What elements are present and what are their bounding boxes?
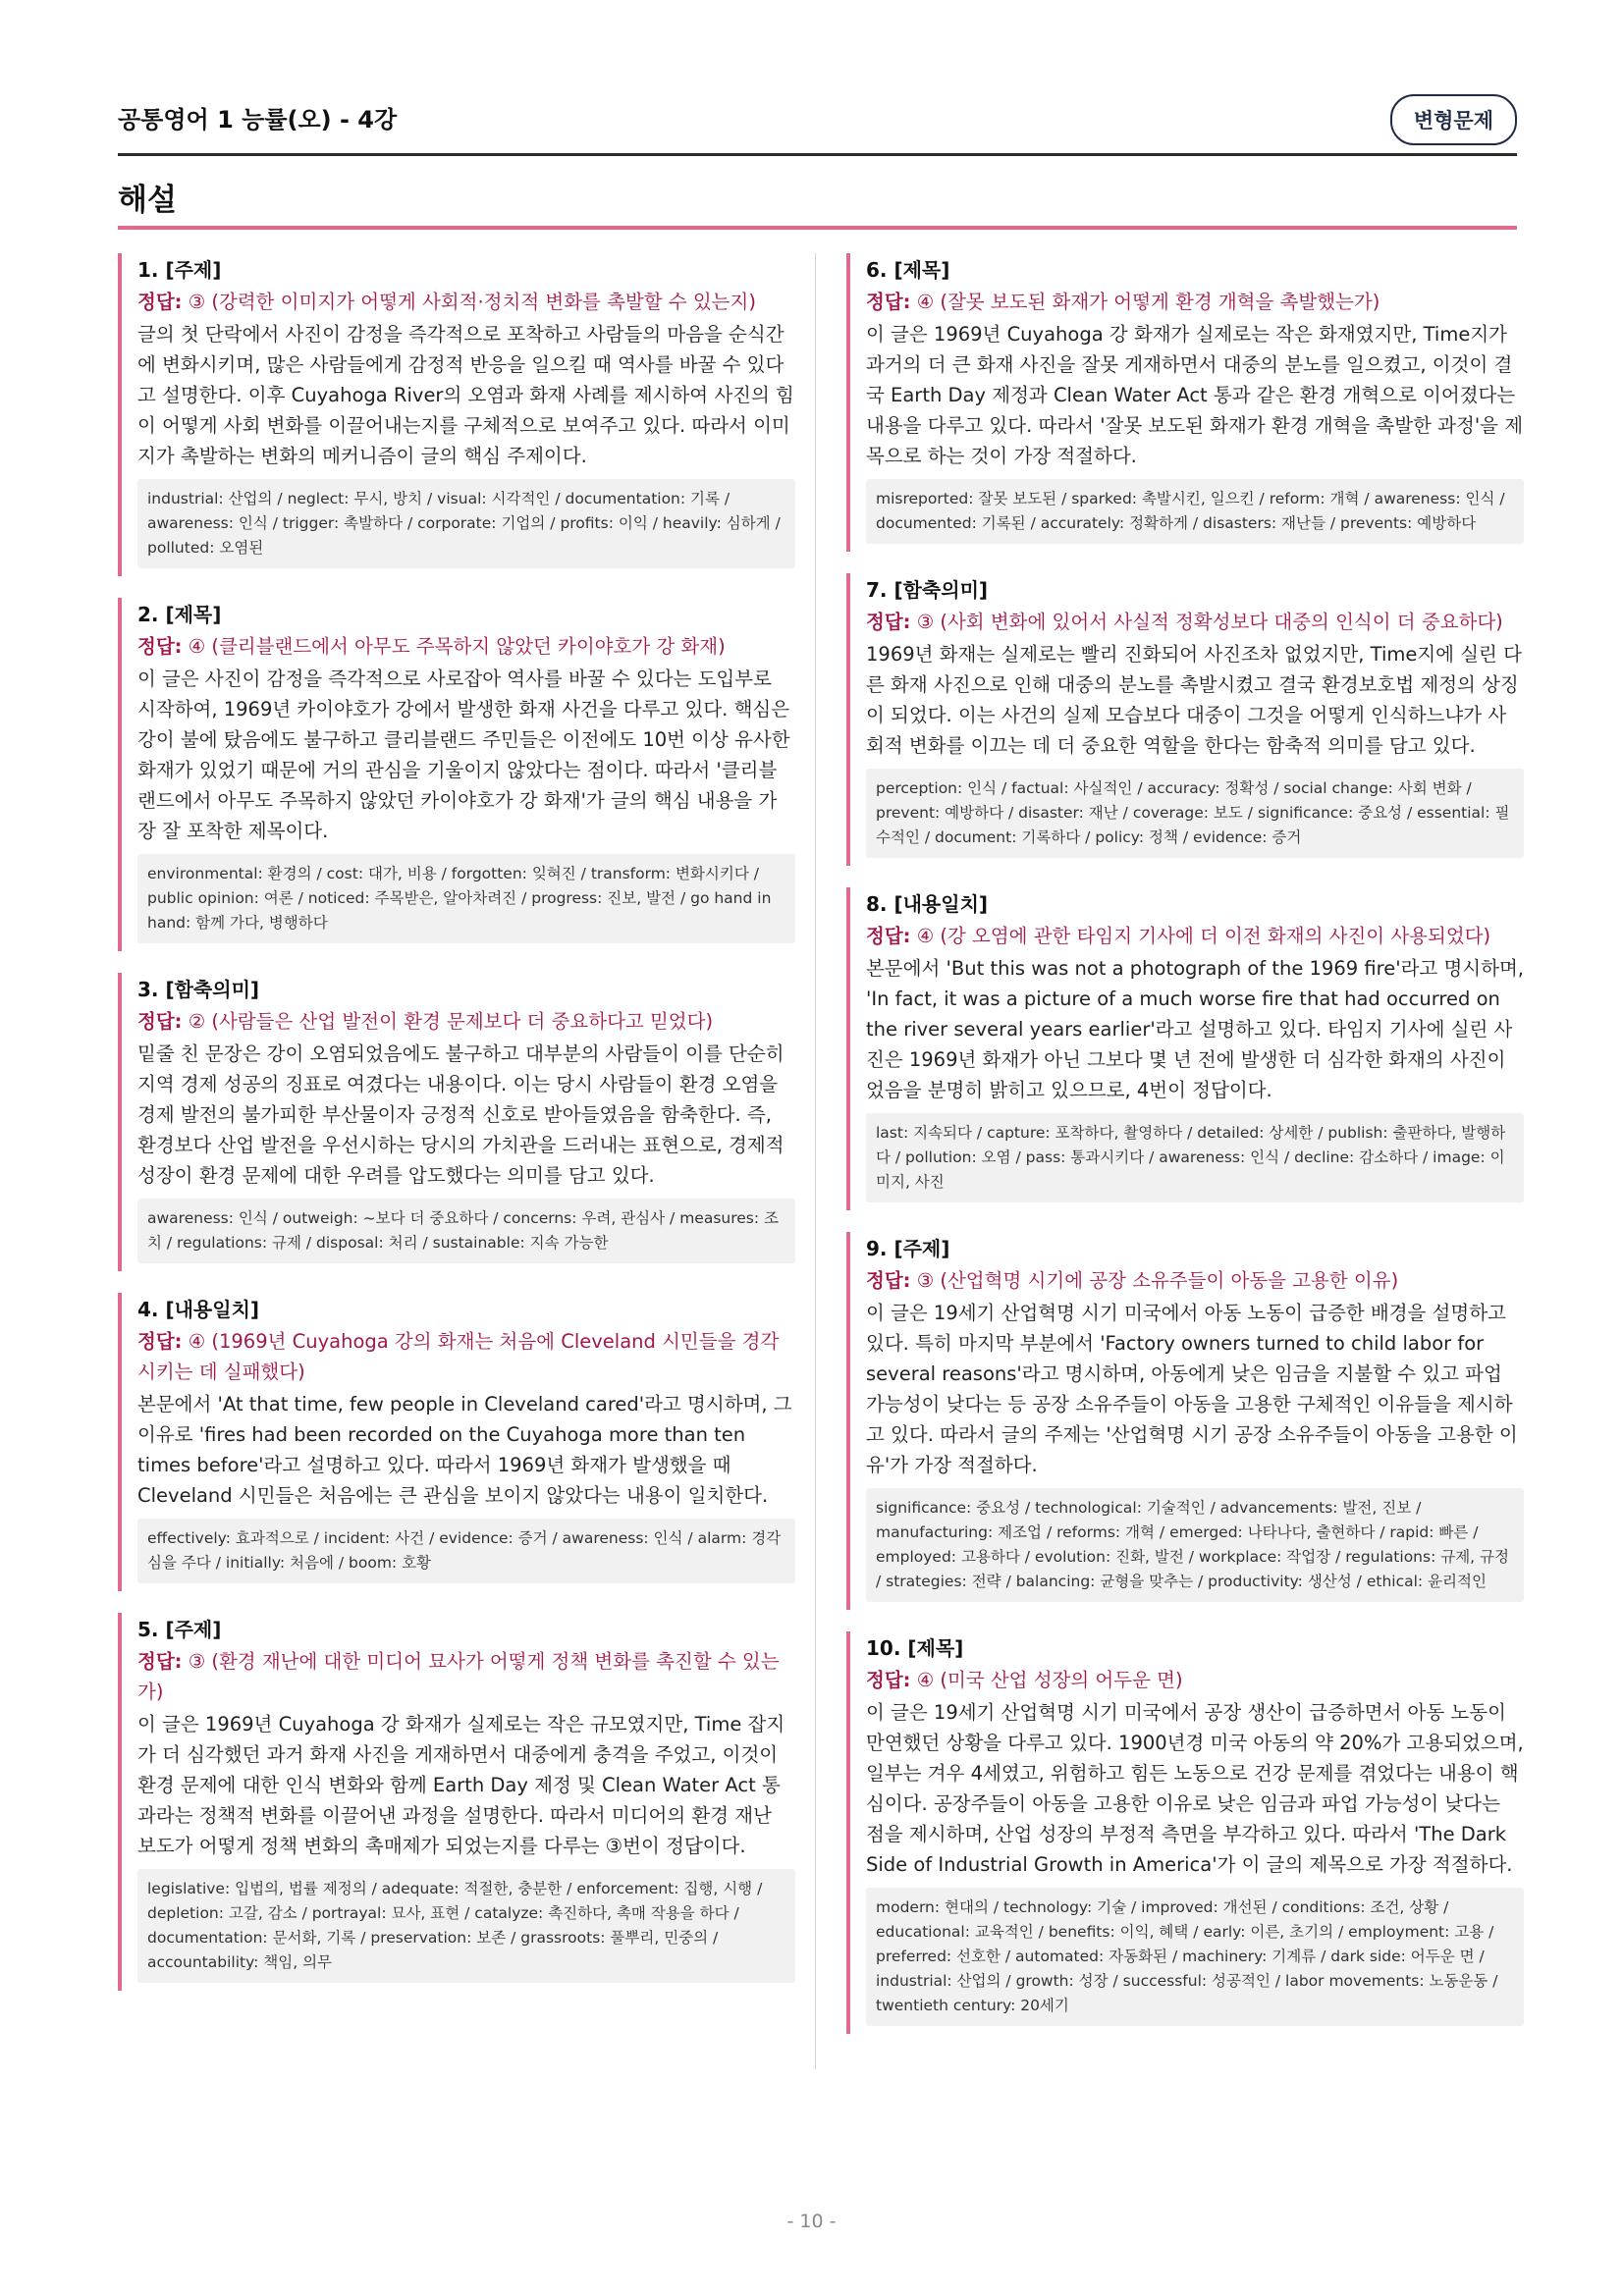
question-heading: 6. [제목] [866,258,950,282]
explanation-text: 이 글은 1969년 Cuyahoga 강 화재가 실제로는 작은 규모였지만, Time 잡지가 더 심각했던 과거 화재 사진을 게재하면서 대중에게 충격을 주었고, 이것이 환경 문제에 대한 인식 변화와 함께 Earth Day 제정 및 Clean Water Act 통과라는 정책적 변화를 이끌어낸 과정을 설명한다. 따라서 미디어의 환경 재난 보도가 어떻게 정책 변화의 촉매제가 되었는지를 다루는 ③번이 정답이다. [137,1713,785,1857]
question-block-4 [118,1293,795,1591]
question-block-3 [118,973,795,1271]
explanation-text: 본문에서 'But this was not a photograph of the 1969 fire'라고 명시하며, 'In fact, it was a picture of a much worse fire that had occurred on the river several years earlier'라고 설명하고 있다. 타임지 기사에 실린 사진은 1969년 화재가 아닌 그보다 몇 년 전에 발생한 더 심각한 화재의 사진이었음을 분명히 밝히고 있으므로, 4번이 정답이다. [866,957,1524,1101]
answer-label: 정답: [137,1650,183,1673]
question-heading: 1. [주제] [137,258,222,282]
answer-line [866,1665,1524,1695]
answer-text: ④ (클리블랜드에서 아무도 주목하지 않았던 카이야호가 강 화재) [188,635,726,658]
question-block-9 [846,1232,1524,1610]
question-block-8 [846,887,1524,1210]
answer-line [137,1326,795,1387]
question-block-7 [846,573,1524,866]
answer-text: ④ (미국 산업 성장의 어두운 면) [916,1669,1183,1691]
explanation-text: 이 글은 19세기 산업혁명 시기 미국에서 공장 생산이 급증하면서 아동 노동이 만연했던 상황을 다루고 있다. 1900년경 미국 아동의 약 20%가 고용되었으며, 일부는 겨우 4세였고, 위험하고 힘든 노동으로 건강 문제를 겪었다는 내용이 핵심이다. 공장주들이 아동을 고용한 이유로 낮은 임금과 파업 가능성이 낮다는 점을 제시하며, 산업 성장의 부정적 측면을 부각하고 있다. 따라서 'The Dark Side of Industrial Growth in America'가 이 글의 제목으로 가장 적절하다. [866,1701,1524,1876]
document-title: 공통영어 1 능률(오) - 4강 [118,106,398,133]
vocabulary-box: last: 지속되다 / capture: 포착하다, 촬영하다 / detailed: 상세한 / publish: 출판하다, 발행하다 / pollution: 오염 / pass: 통과시키다 / awareness: 인식 / decline: 감소하다 / image: 이미지, 사진 [866,1113,1524,1202]
vocabulary-box: perception: 인식 / factual: 사실적인 / accuracy: 정확성 / social change: 사회 변화 / prevent: 예방하다 / disaster: 재난 / coverage: 보도 / significance: 중요성 / essential: 필수적인 / document: 기록하다 / policy: 정책 / evidence: 증거 [866,769,1524,858]
answer-line [137,631,795,662]
answer-text: ③ (사회 변화에 있어서 사실적 정확성보다 대중의 인식이 더 중요하다) [916,611,1503,633]
answer-line [137,287,795,317]
answer-text: ② (사람들은 산업 발전이 환경 문제보다 더 중요하다고 믿었다) [188,1010,714,1033]
answer-line [137,1646,795,1707]
vocabulary-box: environmental: 환경의 / cost: 대가, 비용 / forgotten: 잊혀진 / transform: 변화시키다 / public opinion: 여론 / noticed: 주목받은, 알아차려진 / progress: 진보, 발전 / go hand in hand: 함께 가다, 병행하다 [137,854,795,943]
page-number: - 10 - [786,2211,837,2232]
answer-text: ③ (산업혁명 시기에 공장 소유주들이 아동을 고용한 이유) [916,1269,1399,1292]
answer-line [866,287,1524,317]
problem-type-badge: 변형문제 [1390,94,1517,145]
question-block-5 [118,1613,795,1991]
explanation-text: 이 글은 19세기 산업혁명 시기 미국에서 아동 노동이 급증한 배경을 설명하고 있다. 특히 마지막 부분에서 'Factory owners turned to child labor for several reasons'라고 명시하며, 아동에게 낮은 임금을 지불할 수 있고 파업 가능성이 낮다는 등 공장 소유주들이 아동을 고용한 구체적인 이유들을 제시하고 있다. 따라서 글의 주제는 '산업혁명 시기 공장 소유주들이 아동을 고용한 이유'가 가장 적절하다. [866,1302,1518,1476]
answer-text: ④ (강 오염에 관한 타임지 기사에 더 이전 화재의 사진이 사용되었다) [916,925,1491,947]
answer-text: ③ (환경 재난에 대한 미디어 묘사가 어떻게 정책 변화를 촉진할 수 있는가) [137,1650,780,1703]
question-heading: 10. [제목] [866,1636,964,1660]
answer-label: 정답: [137,635,183,658]
vocabulary-box: significance: 중요성 / technological: 기술적인 / advancements: 발전, 진보 / manufacturing: 제조업 / reforms: 개혁 / emerged: 나타나다, 출현하다 / rapid: 빠른 / employed: 고용하다 / evolution: 진화, 발전 / workplace: 작업장 / regulations: 규제, 규정 / strategies: 전략 / balancing: 균형을 맞추는 / productivity: 생산성 / ethical: 윤리적인 [866,1488,1524,1602]
answer-label: 정답: [866,1669,911,1691]
question-heading: 9. [주제] [866,1237,950,1260]
answer-label: 정답: [137,1330,183,1353]
answer-line [866,921,1524,951]
answer-label: 정답: [866,291,911,313]
vocabulary-box: industrial: 산업의 / neglect: 무시, 방치 / visual: 시각적인 / documentation: 기록 / awareness: 인식 / trigger: 촉발하다 / corporate: 기업의 / profits: 이익 / heavily: 심하게 / polluted: 오염된 [137,479,795,568]
answer-text: ④ (1969년 Cuyahoga 강의 화재는 처음에 Cleveland 시민들을 경각시키는 데 실패했다) [137,1330,780,1383]
answer-label: 정답: [866,925,911,947]
vocabulary-box: misreported: 잘못 보도된 / sparked: 촉발시킨, 일으킨 / reform: 개혁 / awareness: 인식 / documented: 기록된 / accurately: 정확하게 / disasters: 재난들 / prevents: 예방하다 [866,479,1524,544]
explanation-text: 1969년 화재는 실제로는 빨리 진화되어 사진조차 없었지만, Time지에 실린 다른 화재 사진으로 인해 대중의 분노를 촉발시켰고 결국 환경보호법 제정의 상징이 되었다. 이는 사건의 실제 모습보다 대중이 그것을 어떻게 인식하느냐가 사회적 변화를 이끄는 데 더 중요한 역할을 한다는 함축적 의미를 담고 있다. [866,643,1522,757]
left-column [118,253,795,2012]
question-block-6 [846,253,1524,552]
explanation-text: 이 글은 사진이 감정을 즉각적으로 사로잡아 역사를 바꿀 수 있다는 도입부로 시작하여, 1969년 카이야호가 강에서 발생한 화재 사건을 다루고 있다. 핵심은 강이 불에 탔음에도 불구하고 클리블랜드 주민들은 이전에도 10번 이상 유사한 화재가 있었기 때문에 거의 관심을 기울이지 않았다는 점이다. 따라서 '클리블랜드에서 아무도 주목하지 않았던 카이야호가 강 화재'가 글의 핵심 내용을 가장 잘 포착한 제목이다. [137,667,790,842]
answer-text: ④ (잘못 보도된 화재가 어떻게 환경 개혁을 촉발했는가) [916,291,1380,313]
question-heading: 3. [함축의미] [137,978,260,1001]
answer-label: 정답: [137,1010,183,1033]
question-heading: 8. [내용일치] [866,892,989,916]
question-heading: 4. [내용일치] [137,1298,260,1321]
vocabulary-box: effectively: 효과적으로 / incident: 사건 / evidence: 증거 / awareness: 인식 / alarm: 경각심을 주다 / initially: 처음에 / boom: 호황 [137,1519,795,1583]
right-column [846,253,1524,2056]
question-heading: 2. [제목] [137,603,222,626]
vocabulary-box: awareness: 인식 / outweigh: ~보다 더 중요하다 / concerns: 우려, 관심사 / measures: 조치 / regulations: 규제 / disposal: 처리 / sustainable: 지속 가능한 [137,1199,795,1263]
answer-text: ③ (강력한 이미지가 어떻게 사회적·정치적 변화를 촉발할 수 있는지) [188,291,756,313]
section-divider [118,226,1517,230]
vocabulary-box: legislative: 입법의, 법률 제정의 / adequate: 적절한, 충분한 / enforcement: 집행, 시행 / depletion: 고갈, 감소 / portrayal: 묘사, 표현 / catalyze: 촉진하다, 촉매 작용을 하다 / documentation: 문서화, 기록 / preservation: 보존 / grassroots: 풀뿌리, 민중의 / accountability: 책임, 의무 [137,1869,795,1983]
explanation-text: 밑줄 친 문장은 강이 오염되었음에도 불구하고 대부분의 사람들이 이를 단순히 지역 경제 성공의 징표로 여겼다는 내용이다. 이는 당시 사람들이 환경 오염을 경제 발전의 불가피한 부산물이자 긍정적 신호로 받아들였음을 함축한다. 즉, 환경보다 산업 발전을 우선시하는 당시의 가치관을 드러내는 표현으로, 경제적 성장이 환경 문제에 대한 우려를 압도했다는 의미를 담고 있다. [137,1042,784,1187]
column-divider [815,253,816,2069]
question-heading: 5. [주제] [137,1618,222,1641]
question-heading: 7. [함축의미] [866,578,989,602]
explanation-text: 글의 첫 단락에서 사진이 감정을 즉각적으로 포착하고 사람들의 마음을 순식간에 변화시키며, 많은 사람들에게 감정적 반응을 일으킬 때 역사를 바꿀 수 있다고 설명한다. 이후 Cuyahoga River의 오염과 화재 사례를 제시하여 사진의 힘이 어떻게 사회 변화를 이끌어내는지를 구체적으로 보여주고 있다. 따라서 이미지가 촉발하는 변화의 메커니즘이 글의 핵심 주제이다. [137,323,794,467]
answer-label: 정답: [866,611,911,633]
question-block-1 [118,253,795,576]
explanation-text: 본문에서 'At that time, few people in Cleveland cared'라고 명시하며, 그 이유로 'fires had been recorded on the Cuyahoga more than ten times before'라고 설명하고 있다. 따라서 1969년 화재가 발생했을 때 Cleveland 시민들은 처음에는 큰 관심을 보이지 않았다는 내용이 일치한다. [137,1393,792,1507]
vocabulary-box: modern: 현대의 / technology: 기술 / improved: 개선된 / conditions: 조건, 상황 / educational: 교육적인 / benefits: 이익, 혜택 / early: 이른, 초기의 / employment: 고용 / preferred: 선호한 / automated: 자동화된 / machinery: 기계류 / dark side: 어두운 면 / industrial: 산업의 / growth: 성장 / successful: 성공적인 / labor movements: 노동운동 / twentieth century: 20세기 [866,1888,1524,2026]
question-block-2 [118,598,795,951]
answer-label: 정답: [866,1269,911,1292]
answer-line [866,1265,1524,1296]
section-title: 해설 [118,183,177,218]
explanation-text: 이 글은 1969년 Cuyahoga 강 화재가 실제로는 작은 화재였지만, Time지가 과거의 더 큰 화재 사진을 잘못 게재하면서 대중의 분노를 일으켰고, 이것이 결국 Earth Day 제정과 Clean Water Act 통과 같은 환경 개혁으로 이어졌다는 내용을 다루고 있다. 따라서 '잘못 보도된 화재가 환경 개혁을 촉발한 과정'을 제목으로 하는 것이 가장 적절하다. [866,323,1524,467]
question-block-10 [846,1631,1524,2034]
answer-line [137,1006,795,1037]
page-header [118,94,1517,156]
answer-label: 정답: [137,291,183,313]
answer-line [866,607,1524,637]
